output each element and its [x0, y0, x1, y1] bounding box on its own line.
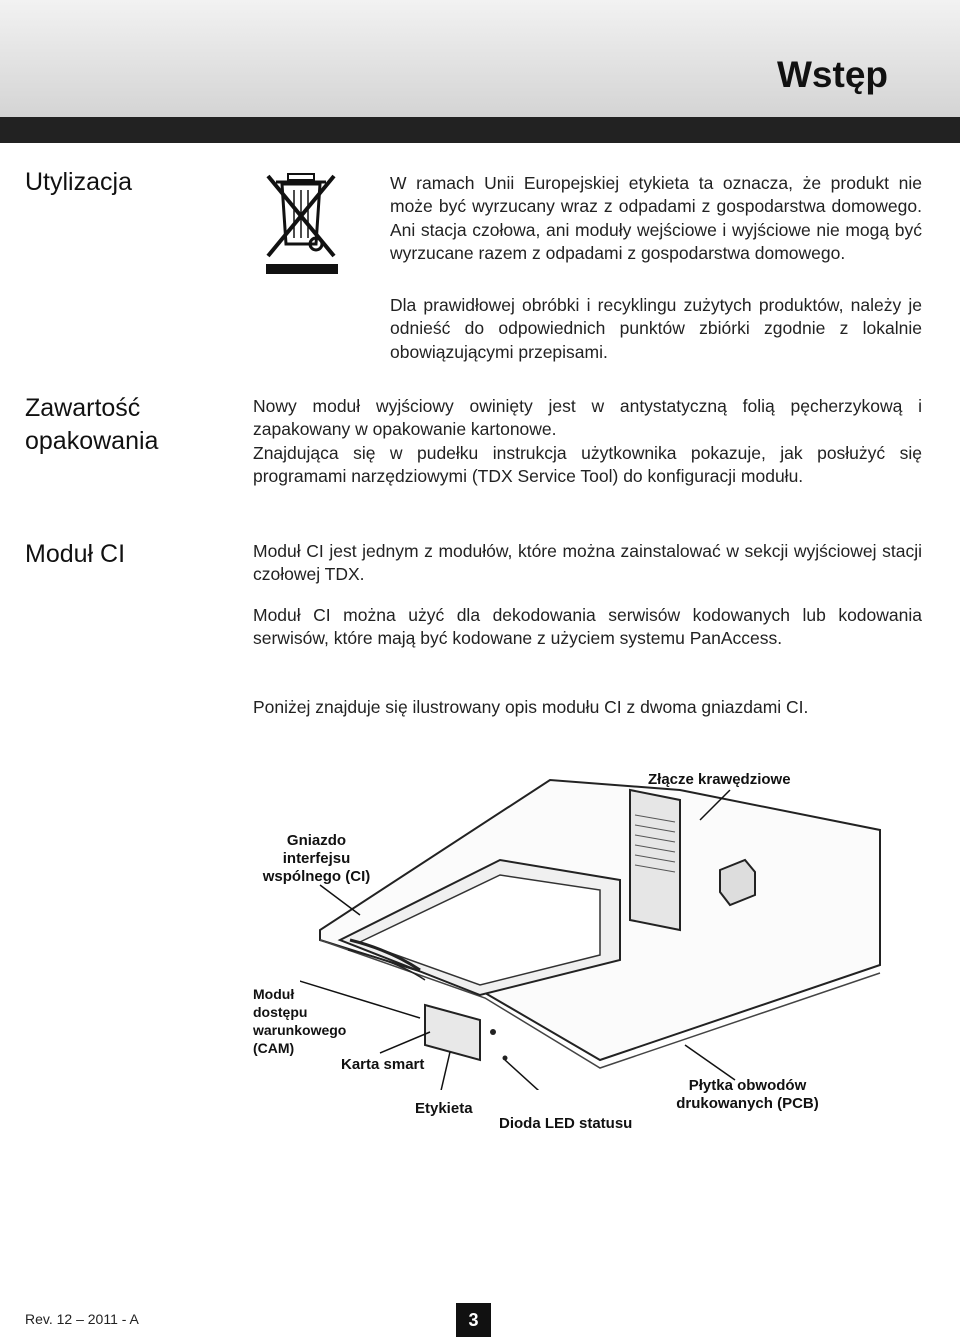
cam-card — [425, 1005, 480, 1060]
label-pcb — [665, 1077, 830, 1113]
label-edge-connector: Złącze krawędziowe — [648, 771, 791, 788]
label-smart-card: Karta smart — [341, 1056, 425, 1073]
header-bar — [0, 117, 960, 143]
section-heading-zawartosc — [25, 392, 158, 458]
label-ci-socket-line1: Gniazdo — [286, 832, 347, 849]
label-ci-socket-line2: interfejsu — [282, 850, 351, 867]
label-cam-line4: (CAM) — [253, 1040, 295, 1056]
edge-connector — [630, 790, 680, 930]
section-heading-zawartosc-line1: Zawartość — [25, 394, 141, 422]
label-pcb-line1: Płytka obwodów — [688, 1077, 807, 1094]
label-cam-line2: dostępu — [253, 1004, 308, 1020]
ci-module-illustration — [300, 760, 900, 1090]
section-heading-modul-ci: Moduł CI — [25, 540, 126, 568]
weee-bin-icon — [262, 168, 342, 276]
label-ci-socket-line3: wspólnego (CI) — [262, 868, 371, 885]
section-heading-zawartosc-line2: opakowania — [25, 427, 159, 455]
label-ci-socket — [254, 832, 379, 886]
footer-revision: Rev. 12 – 2011 - A — [25, 1311, 139, 1327]
paragraph-weee-label: W ramach Unii Europejskiej etykieta ta oznacza, że produkt nie może być wyrzucany wraz z odpadami z gospodarstwa domowego. Ani stacja czołowa, ani moduły wejściowe i wyjściowe nie mogą być wyrzucane razem z odpadami z gospodarstwa domowego. — [390, 173, 922, 263]
label-tag: Etykieta — [415, 1100, 473, 1117]
label-pcb-line2: drukowanych (PCB) — [676, 1095, 819, 1112]
paragraph-illustration-intro: Poniżej znajduje się ilustrowany opis modułu CI z dwoma gniazdami CI. — [253, 697, 809, 717]
paragraph-panaccess: Moduł CI można użyć dla dekodowania serwisów kodowanych lub kodowania serwisów, które mają być kodowane z użyciem systemu PanAccess. — [253, 605, 922, 649]
paragraph-ci-module: Moduł CI jest jednym z modułów, które można zainstalować w sekcji wyjściowej stacji czołowej TDX. — [253, 541, 922, 585]
label-cam-line1: Moduł — [253, 986, 295, 1002]
label-cam — [253, 985, 346, 1057]
label-status-led: Dioda LED statusu — [499, 1115, 633, 1132]
status-led — [503, 1056, 508, 1061]
paragraph-recycling: Dla prawidłowej obróbki i recyklingu zużytych produktów, należy je odnieść do odpowiednich punktów zbiórki zgodnie z lokalnie obowiązującymi przepisami. — [390, 295, 922, 362]
page-title: Wstęp — [777, 54, 888, 95]
section-heading-utylizacja: Utylizacja — [25, 168, 132, 196]
label-cam-line3: warunkowego — [253, 1022, 347, 1038]
paragraph-package-content: Nowy moduł wyjściowy owinięty jest w antystatyczną folią pęcherzykową i zapakowany w opakowanie kartonowe. — [253, 396, 922, 440]
paragraph-user-manual: Znajdująca się w pudełku instrukcja użytkownika pokazuje, jak posłużyć się programami narzędziowymi (TDX Service Tool) do konfiguracji modułu. — [253, 443, 922, 487]
page-number: 3 — [456, 1303, 491, 1337]
